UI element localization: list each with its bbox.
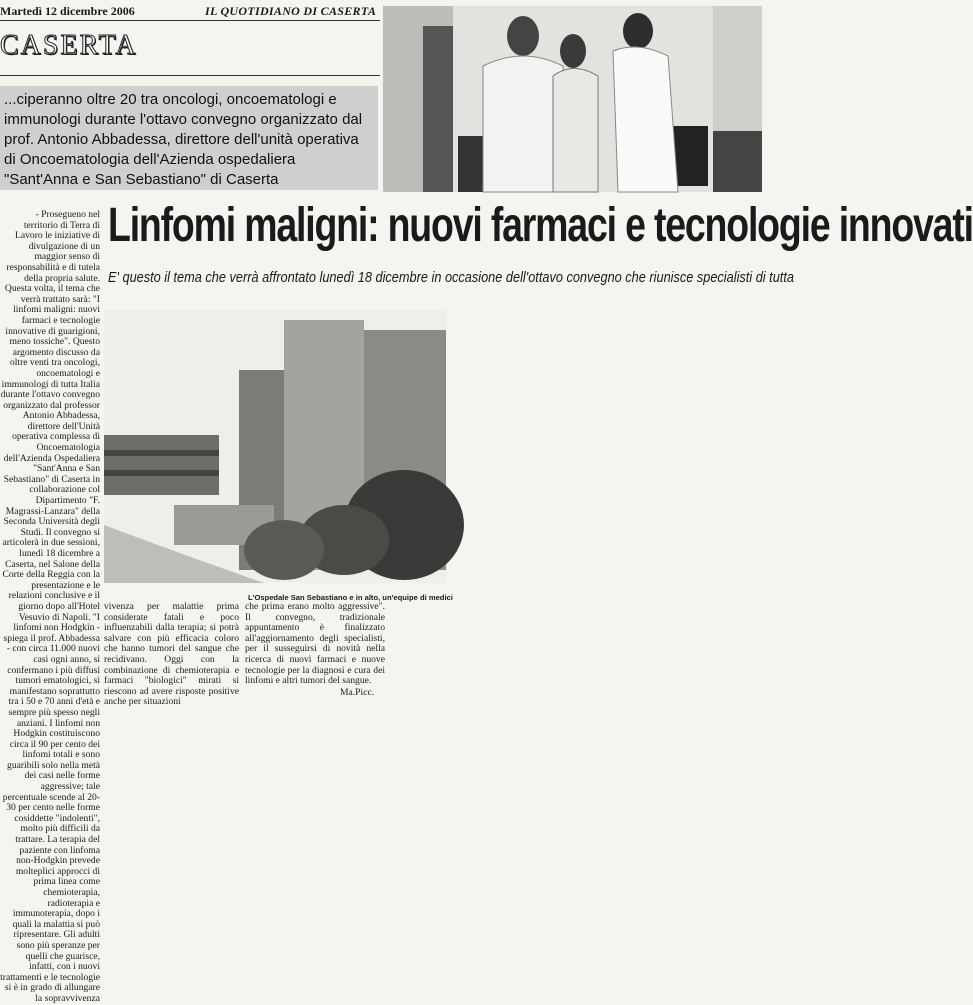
doctors-photo	[383, 6, 762, 192]
article-column-1	[0, 209, 100, 1004]
hospital-photo	[104, 310, 446, 583]
article-column-3: che prima erano molto aggressive". Il convegno, tradizionale appuntamento è finalizzato all'aggiornamento degli specialisti, per il susseguirsi di novità nella ricerca di nuovi farmaci e nuove tecnologie per la diagnosi e cura dei linfomi e altri tumori del sangue.	[245, 601, 385, 687]
dateline: Martedì 12 dicembre 2006	[0, 4, 135, 18]
section-rule	[0, 75, 380, 76]
article-text-col1: - Prosegueno nel territorio di Terra di Lavoro le iniziative di divulgazione di un maggior senso di responsabilità e di tutela della propria salute. Questa volta, il tema che verrà trattato sarà: "I linfomi maligni: nuovi farmaci e tecnologie innovative di guarigioni, meno tossiche". Questo argomento discusso da oltre venti tra oncologi, oncoematologi e immunologi di tutta Italia durante l'ottavo convegno organizzato dal professor Antonio Abbadessa, direttore dell'Unità operativa complessa di Oncoematologia dell'Azienda Ospedaliera "Sant'Anna e San Sebastiano" di Caserta in collaborazione col Dipartimento "F. Magrassi-Lanzara" della Seconda Università degli Studi. Il convegno si articolerà in due sessioni, lunedì 18 dicembre a Caserta, nel Salone della Corte della Reggia con la presentazione e le relazioni conclusive e il giorno dopo all'Hotel Vesuvio di Napoli. "I linfomi non Hodgkin - spiega il prof. Abbadessa - con circa 11.000 nuovi casi ogni anno, si confermano i più diffusi tumori ematologici, si manifestano soprattutto tra i 50 e 70 anni d'età e sempre più spesso negli anziani. I linfomi non Hodgkin costituiscono circa il 90 per cento dei linfomi totali e sono guaribili solo nella metà dei casi nelle forme aggressive; tale percentuale scende al 20-30 per cento nelle forme cosiddette "indolenti", molto più difficili da trattare. La terapia del paziente con linfoma non-Hodgkin prevede molteplici approcci di prima linea come chemioterapia, radioterapia e immunoterapia, dopo i quali la malattia si può ripresentare. Gli adulti sono più speranze per quelli che guarisce, infatti, con i nuovi trattamenti e le tecnologie si è in grado di allungare la sopravvivenza	[0, 209, 100, 1004]
newspaper-name: IL QUOTIDIANO DI CASERTA	[205, 4, 377, 18]
masthead-rule	[0, 20, 380, 21]
subheadline: E' questo il tema che verrà affrontato lunedì 18 dicembre in occasione dell'ottavo convegno che riunisce specialisti di tutta	[108, 269, 794, 286]
section-title: CASERTA	[0, 30, 138, 61]
photo-caption: L'Ospedale San Sebastiano e in alto, un'equipe di medici	[248, 593, 453, 602]
summary-box	[0, 86, 378, 190]
byline: Ma.Picc.	[340, 687, 375, 698]
article-column-2: vivenza per malattie prima considerate fatali e poco influenzabili dalla terapia; si potrà salvare con più efficacia coloro che hanno tumori del sangue che recidivano. Oggi con la combinazione di chemioterapia e farmaci "biologici" mirati si riescono ad avere risposte positive anche per situazioni	[104, 601, 239, 708]
summary-text: ...ciperanno oltre 20 tra oncologi, oncoematologi e immunologi durante l'ottavo convegno organizzato dal prof. Antonio Abbadessa, direttore dell'unità operativa di Oncoematologia dell'Azienda ospedaliera "Sant'Anna e San Sebastiano" di Caserta	[4, 91, 363, 188]
headline: Linfomi maligni: nuovi farmaci e tecnologie innovati	[108, 199, 973, 252]
